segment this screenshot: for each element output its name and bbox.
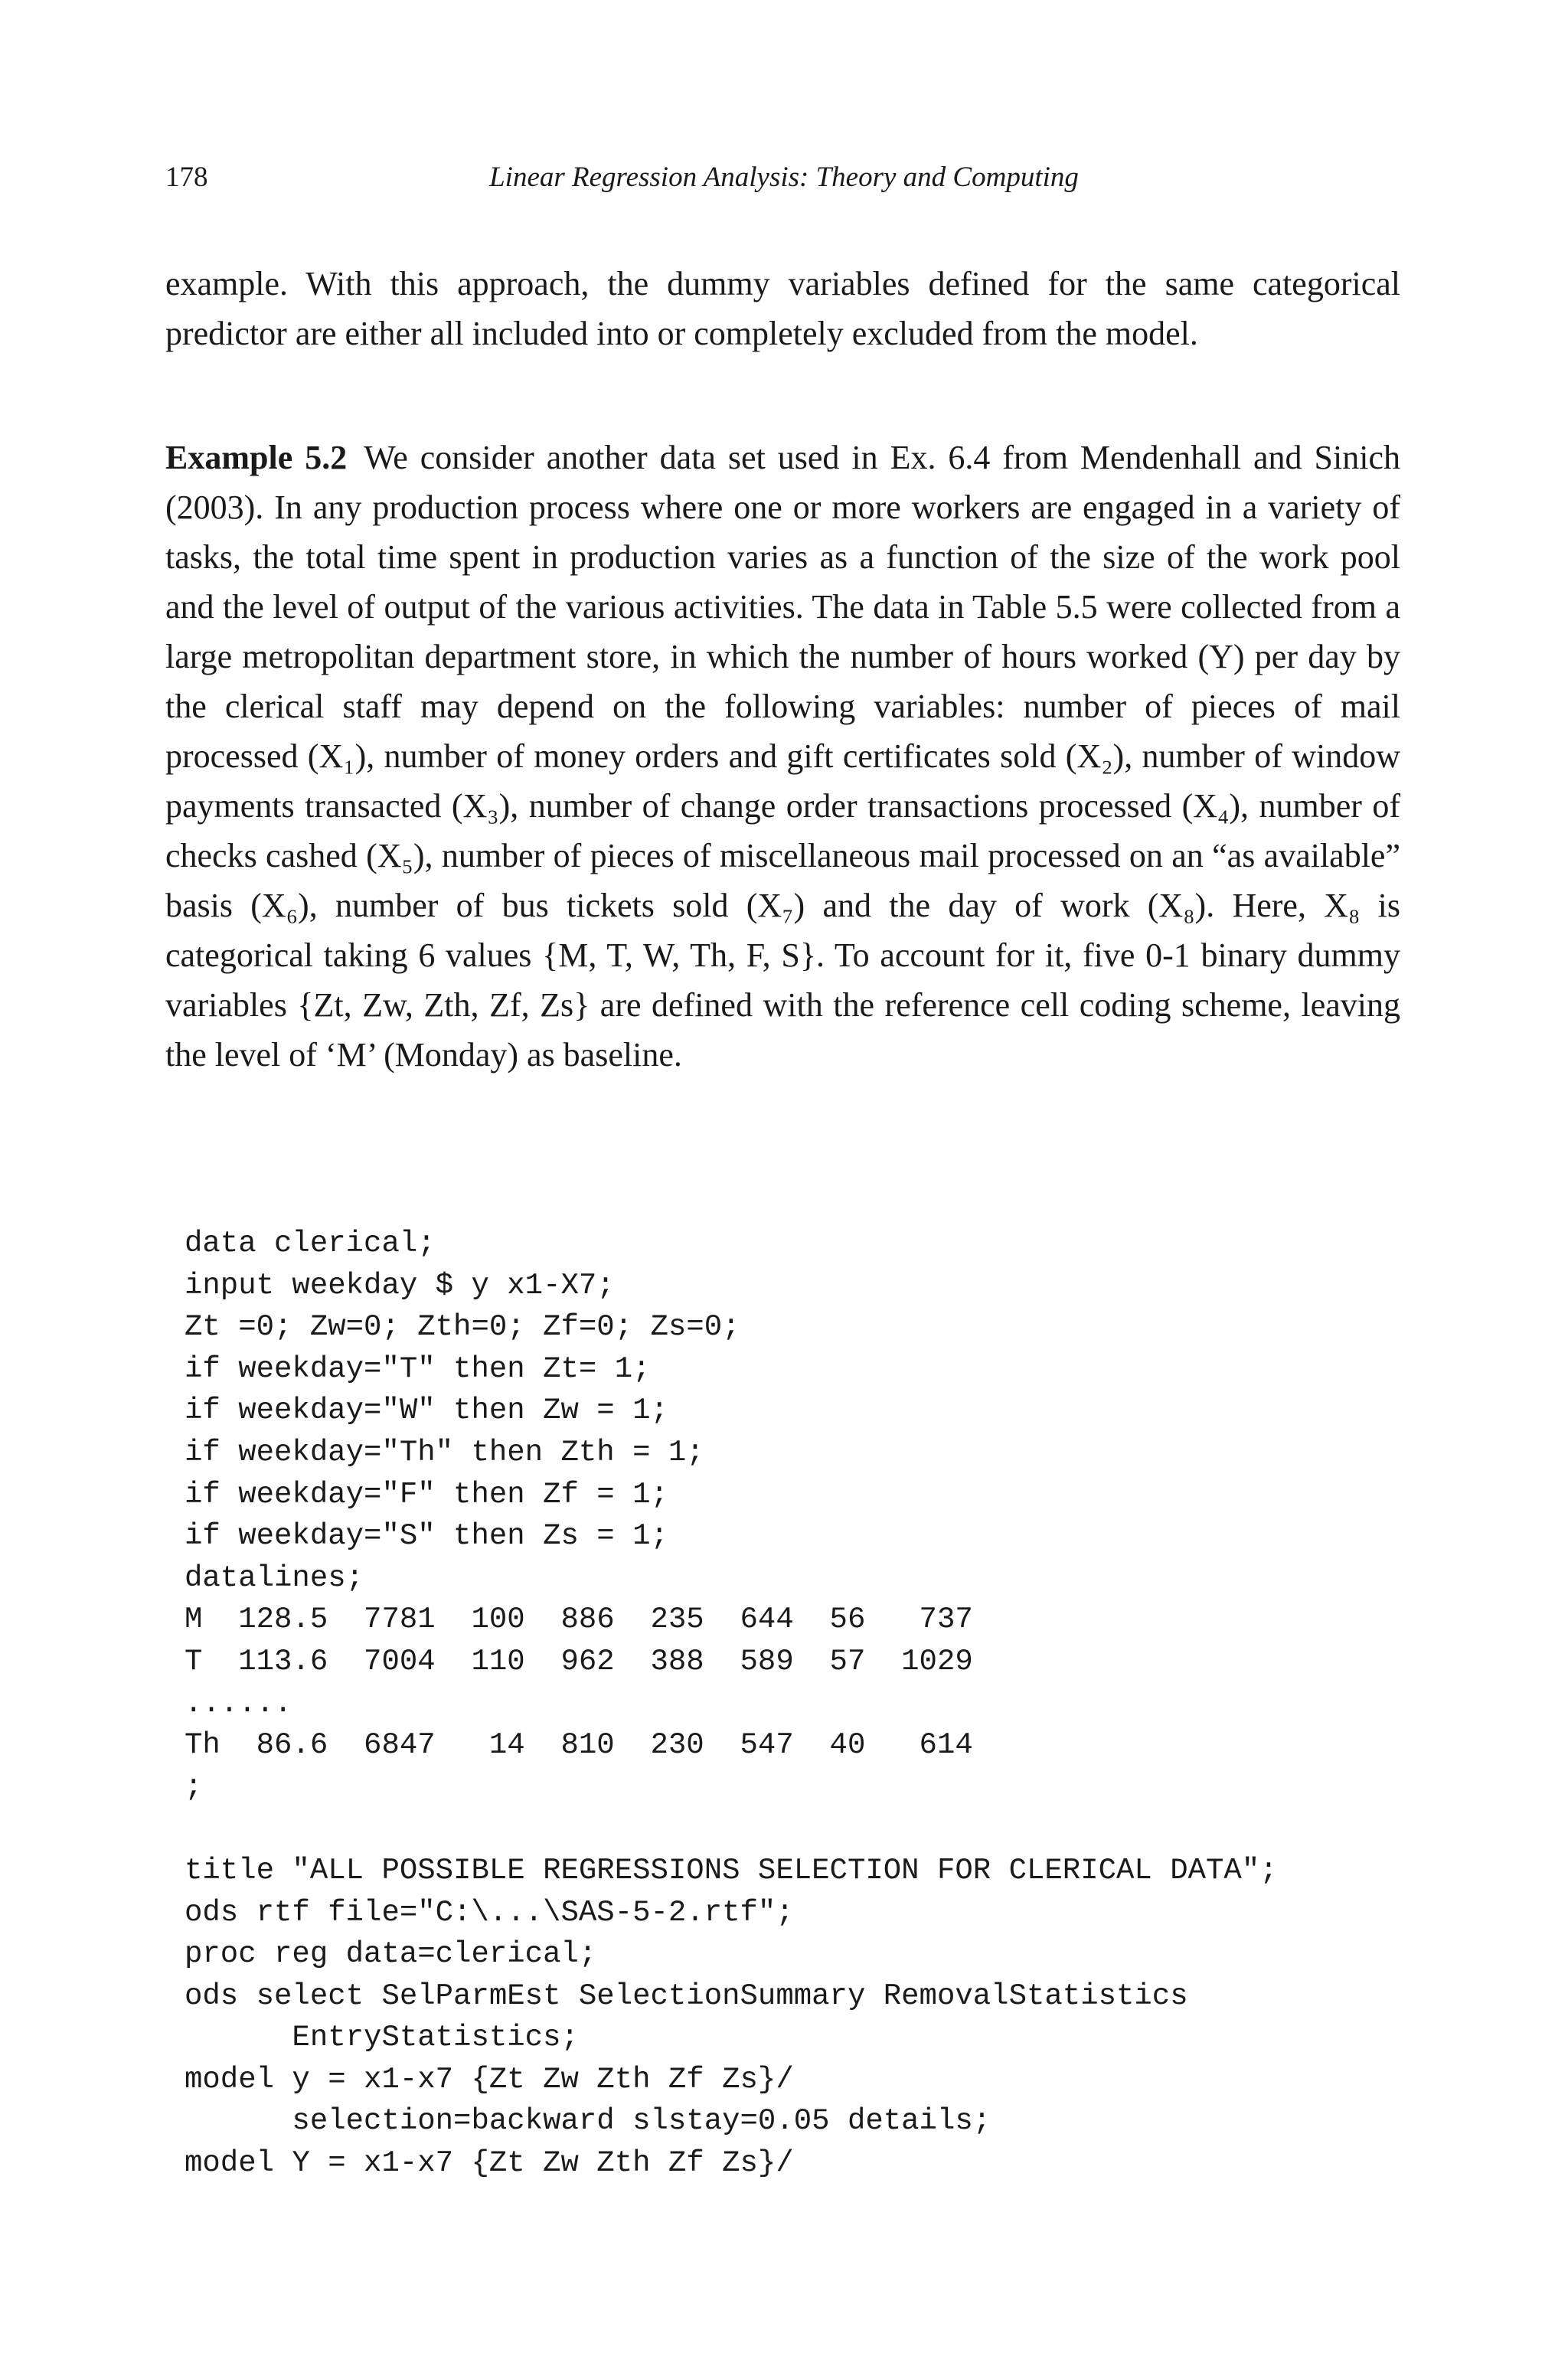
code-line: EntryStatistics; (185, 2021, 579, 2055)
page-number: 178 (165, 162, 208, 193)
example-body: We consider another data set used in Ex. 6.4 from Mendenhall and Sinich (2003). In any production process where one or more workers are engaged in a variety of tasks, the total time spent in production varies as a function of the size of the work pool and the level of output of the various activities. The data in Table 5.5 were collected from a large metropolitan department store, in which the number of hours worked (Y) per day by the clerical staff may depend on the following variables: number of pieces of mail processed (X₁), number of money orders and gift certificates sold (X₂), number of window payments transacted (X₃), number of change order transactions processed (X₄), number of checks cashed (X₅), number of pieces of miscellaneous mail processed on an “as available” basis (X₆), number of bus tickets sold (X₇) and the day of work (X₈). Here, X₈ is categorical taking 6 values {M, T, W, Th, F, S}. To account for it, five 0-1 binary dummy variables {Zt, Zw, Zth, Zf, Zs} are defined with the reference cell coding scheme, leaving the level of ‘M’ (Monday) as baseline. (165, 439, 1400, 1074)
code-line: if weekday="Th" then Zth = 1; (185, 1435, 704, 1469)
code-line: if weekday="S" then Zs = 1; (185, 1519, 668, 1554)
example-text (165, 433, 1400, 1080)
code-line: model y = x1-x7 {Zt Zw Zth Zf Zs}/ (185, 2062, 794, 2096)
code-line: Th 86.6 6847 14 810 230 547 40 614 (185, 1728, 973, 1763)
paragraph-text: example. With this approach, the dummy variables defined for the same categorical predictor are either all included into or completely excluded from the model. (165, 265, 1400, 352)
code-line: ods rtf file="C:\...\SAS-5-2.rtf"; (185, 1895, 794, 1930)
code-line: M 128.5 7781 100 886 235 644 56 737 (185, 1603, 973, 1637)
code-line: selection=backward slstay=0.05 details; (185, 2104, 991, 2139)
code-line: ; (185, 1770, 203, 1804)
code-line: Zt =0; Zw=0; Zth=0; Zf=0; Zs=0; (185, 1310, 740, 1345)
code-line: if weekday="W" then Zw = 1; (185, 1394, 668, 1428)
example-label: Example 5.2 (165, 439, 348, 476)
code-line: datalines; (185, 1560, 364, 1595)
code-line: data clerical; (185, 1227, 436, 1260)
code-line: title "ALL POSSIBLE REGRESSIONS SELECTION FOR CLERICAL DATA"; (185, 1853, 1278, 1887)
code-line: if weekday="F" then Zf = 1; (185, 1477, 668, 1511)
code-line: input weekday $ y x1-X7; (185, 1268, 615, 1302)
running-head (165, 159, 1403, 196)
paragraph-continuation (165, 259, 1400, 358)
code-line: T 113.6 7004 110 962 388 589 57 1029 (185, 1644, 973, 1678)
code-line: ...... (185, 1686, 292, 1721)
code-line (185, 1808, 1379, 1850)
code-line: if weekday="T" then Zt= 1; (185, 1351, 651, 1386)
sas-code-listing (185, 1223, 1379, 2185)
code-line: proc reg data=clerical; (185, 1937, 597, 1972)
code-line: ods select SelParmEst SelectionSummary RemovalStatistics (185, 1979, 1188, 2013)
code-line: model Y = x1-x7 {Zt Zw Zth Zf Zs}/ (185, 2146, 794, 2181)
example-paragraph (165, 433, 1400, 1080)
running-title: Linear Regression Analysis: Theory and Computing (489, 162, 1079, 193)
